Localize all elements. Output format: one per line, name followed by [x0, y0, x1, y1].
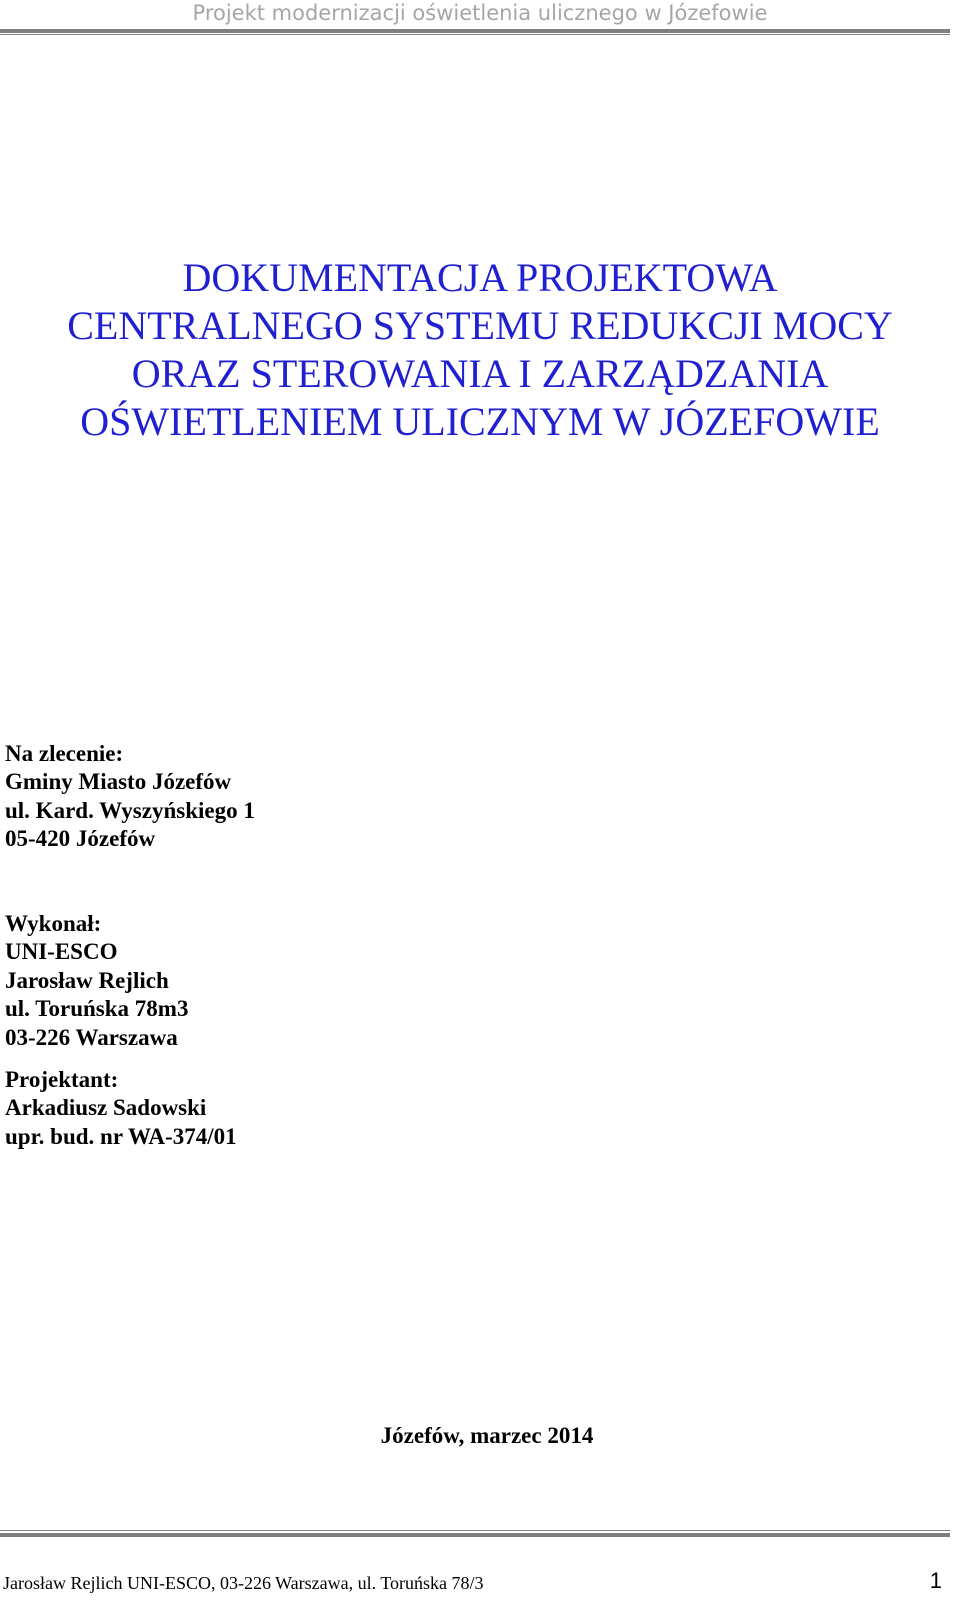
title-line-2: CENTRALNEGO SYSTEMU REDUKCJI MOCY [67, 303, 893, 348]
contractor-person: Jarosław Rejlich [5, 967, 169, 993]
client-block [5, 740, 255, 854]
client-name: Gminy Miasto Józefów [5, 769, 232, 795]
running-header: Projekt modernizacji oświetlenia ulicznego w Józefowie [192, 1, 768, 25]
header-rule-thick [0, 29, 950, 33]
title-line-4: OŚWIETLENIEM ULICZNYM W JÓZEFOWIE [80, 399, 880, 444]
footer-rule-thin [0, 1530, 950, 1531]
contractor-block [5, 910, 188, 1052]
page-number: 1 [929, 1568, 942, 1593]
designer-label: Projektant: [5, 1067, 119, 1092]
designer-block [5, 1066, 237, 1151]
client-label: Na zlecenie: [5, 741, 124, 766]
contractor-company: UNI-ESCO [5, 939, 118, 965]
designer-license: upr. bud. nr WA-374/01 [5, 1123, 237, 1149]
document-title [0, 254, 960, 446]
footer-rule-thick [0, 1533, 950, 1537]
title-line-1: DOKUMENTACJA PROJEKTOWA [182, 255, 778, 300]
contractor-street: ul. Toruńska 78m3 [5, 996, 189, 1022]
client-street: ul. Kard. Wyszyńskiego 1 [5, 797, 255, 823]
title-line-3: ORAZ STEROWANIA I ZARZĄDZANIA [131, 351, 829, 396]
header-rule-thin [0, 34, 950, 35]
footer-address: Jarosław Rejlich UNI-ESCO, 03-226 Warszawa, ul. Toruńska 78/3 [3, 1573, 484, 1593]
client-city: 05-420 Józefów [5, 826, 156, 852]
designer-name: Arkadiusz Sadowski [5, 1095, 207, 1121]
place-date: Józefów, marzec 2014 [380, 1423, 594, 1448]
contractor-city: 03-226 Warszawa [5, 1024, 178, 1050]
contractor-label: Wykonał: [5, 911, 102, 936]
